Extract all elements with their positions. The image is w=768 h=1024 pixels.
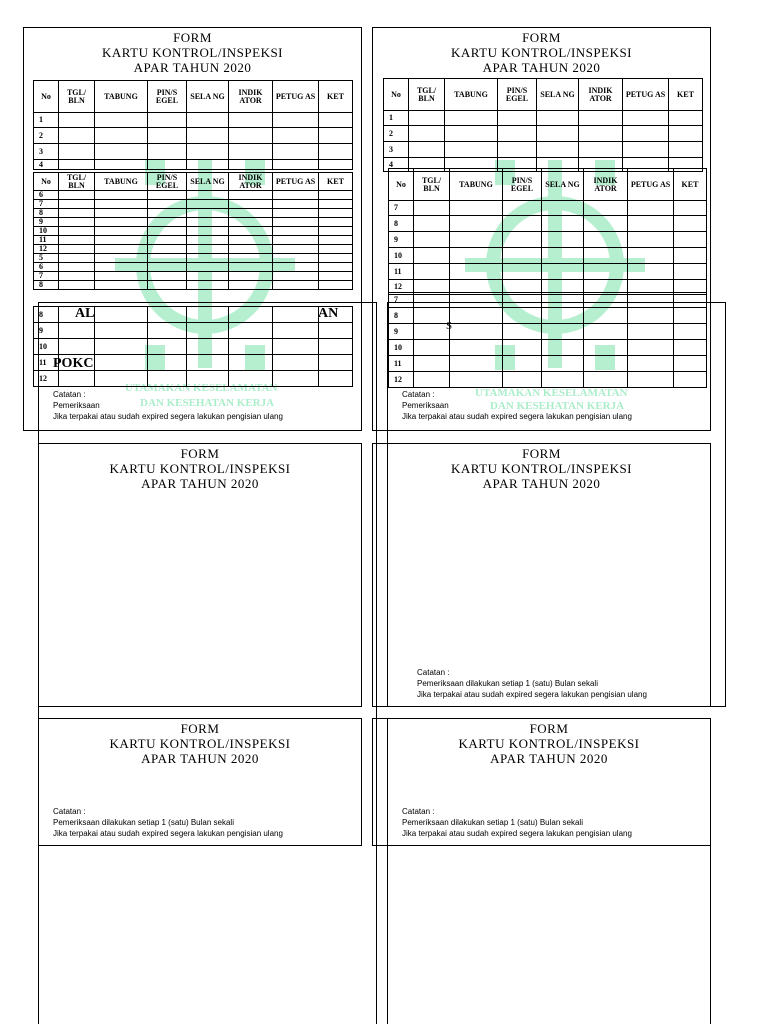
row-number: 2 — [34, 128, 59, 144]
col-pin: PIN/S EGEL — [498, 79, 537, 111]
notes-block-6 — [402, 806, 632, 839]
col-hose: SELA NG — [187, 173, 229, 191]
notes-title: Catatan : — [417, 668, 450, 677]
col-no: No — [384, 79, 409, 111]
col-tube: TABUNG — [445, 79, 498, 111]
row-number: 9 — [389, 324, 414, 340]
inspection-table-2b — [388, 168, 707, 295]
row-number: 11 — [34, 236, 59, 245]
col-officer: PETUG AS — [628, 169, 674, 201]
form-subtitle: KARTU KONTROL/INSPEKSI — [450, 45, 633, 60]
form-year: APAR TAHUN 2020 — [141, 476, 259, 491]
overlay-text-pokc: POKC — [53, 356, 94, 371]
col-notes: KET — [674, 169, 707, 201]
col-officer: PETUG AS — [623, 79, 669, 111]
row-number: 10 — [389, 248, 414, 264]
form-subtitle: KARTU KONTROL/INSPEKSI — [109, 461, 291, 476]
notes-block-4 — [417, 667, 647, 700]
row-number: 6 — [34, 191, 59, 200]
col-date: TGL/ BLN — [414, 169, 450, 201]
row-number: 6 — [34, 263, 59, 272]
notes-line-1: Pemeriksaan — [53, 401, 100, 410]
notes-block-2 — [402, 389, 632, 422]
form-title: FORM — [522, 30, 561, 45]
col-indicator: INDIK ATOR — [229, 81, 273, 113]
form-subtitle: KARTU KONTROL/INSPEKSI — [101, 45, 284, 60]
row-number: 2 — [384, 126, 409, 142]
col-date: TGL/ BLN — [59, 81, 95, 113]
col-no: No — [34, 81, 59, 113]
notes-line-1: Pemeriksaan — [402, 401, 449, 410]
overlay-text-an: AN — [318, 306, 339, 321]
col-indicator: INDIK ATOR — [584, 169, 628, 201]
form-year: APAR TAHUN 2020 — [141, 751, 259, 766]
col-officer: PETUG AS — [273, 173, 319, 191]
col-tube: TABUNG — [95, 81, 148, 113]
notes-title: Catatan : — [402, 390, 435, 399]
col-notes: KET — [319, 81, 353, 113]
form-year: APAR TAHUN 2020 — [482, 60, 601, 75]
inspection-table-1a — [33, 80, 353, 170]
watermark-slogan-2-left: DAN KESEHATAN KERJA — [140, 397, 275, 409]
form-title: FORM — [173, 30, 212, 45]
col-pin: PIN/S EGEL — [503, 169, 542, 201]
col-hose: SELA NG — [542, 169, 584, 201]
watermark-slogan-1-left: UTAMAKAN KESELAMATAN — [125, 382, 278, 394]
form-year: APAR TAHUN 2020 — [482, 476, 601, 491]
overlay-text-al: AL — [75, 306, 95, 321]
form-subtitle: KARTU KONTROL/INSPEKSI — [109, 736, 291, 751]
col-indicator: INDIK ATOR — [579, 79, 623, 111]
col-officer: PETUG AS — [273, 81, 319, 113]
col-hose: SELA NG — [537, 79, 579, 111]
form-title: FORM — [522, 446, 561, 461]
form-title: FORM — [529, 721, 569, 736]
notes-line-1: Pemeriksaan dilakukan setiap 1 (satu) Bulan sekali — [53, 818, 234, 827]
row-number: 9 — [34, 218, 59, 227]
col-indicator: INDIK ATOR — [229, 173, 273, 191]
notes-line-2: Jika terpakai atau sudah expired segera lakukan pengisian ulang — [53, 412, 283, 421]
row-number: 12 — [34, 245, 59, 254]
row-number: 11 — [389, 264, 414, 280]
notes-title: Catatan : — [53, 807, 86, 816]
notes-line-2: Jika terpakai atau sudah expired segera lakukan pengisian ulang — [417, 690, 647, 699]
watermark-slogan-2-right: DAN KESEHATAN KERJA — [490, 400, 625, 412]
row-number: 1 — [34, 113, 59, 128]
row-number: 7 — [389, 293, 414, 308]
row-number: 7 — [34, 272, 59, 281]
form-card-6-frame — [387, 718, 711, 1024]
inspection-table-1b — [33, 172, 353, 290]
col-pin: PIN/S EGEL — [148, 173, 187, 191]
row-number: 8 — [389, 216, 414, 232]
row-number: 10 — [34, 339, 59, 355]
overlay-text-s: S — [446, 320, 453, 332]
row-number: 3 — [384, 142, 409, 158]
col-notes: KET — [319, 173, 353, 191]
form-subtitle: KARTU KONTROL/INSPEKSI — [458, 736, 640, 751]
notes-line-2: Jika terpakai atau sudah expired segera lakukan pengisian ulang — [402, 412, 632, 421]
row-number: 5 — [34, 254, 59, 263]
watermark-slogan-1-right: UTAMAKAN KESELAMATAN — [475, 387, 628, 399]
row-number: 10 — [389, 340, 414, 356]
form-year: APAR TAHUN 2020 — [490, 751, 608, 766]
notes-block-5 — [53, 806, 283, 839]
notes-line-1: Pemeriksaan dilakukan setiap 1 (satu) Bulan sekali — [417, 679, 598, 688]
row-number: 12 — [389, 280, 414, 295]
col-no: No — [34, 173, 59, 191]
row-number: 7 — [34, 200, 59, 209]
col-notes: KET — [669, 79, 703, 111]
col-no: No — [389, 169, 414, 201]
form-year: APAR TAHUN 2020 — [133, 60, 252, 75]
row-number: 1 — [384, 111, 409, 126]
form-title: FORM — [180, 446, 220, 461]
notes-title: Catatan : — [402, 807, 435, 816]
form-card-3 — [38, 443, 362, 707]
col-hose: SELA NG — [187, 81, 229, 113]
row-number: 11 — [34, 355, 59, 371]
notes-title: Catatan : — [53, 390, 86, 399]
inspection-table-2a — [383, 78, 703, 172]
col-date: TGL/ BLN — [409, 79, 445, 111]
row-number: 7 — [389, 201, 414, 216]
form-title: FORM — [180, 721, 220, 736]
row-number: 4 — [384, 158, 409, 172]
notes-line-2: Jika terpakai atau sudah expired segera lakukan pengisian ulang — [402, 829, 632, 838]
row-number: 8 — [389, 308, 414, 324]
col-tube: TABUNG — [95, 173, 148, 191]
row-number: 9 — [34, 323, 59, 339]
col-date: TGL/ BLN — [59, 173, 95, 191]
notes-line-1: Pemeriksaan dilakukan setiap 1 (satu) Bulan sekali — [402, 818, 583, 827]
row-number: 4 — [34, 160, 59, 170]
row-number: 12 — [34, 371, 59, 387]
row-number: 3 — [34, 144, 59, 160]
row-number: 8 — [34, 281, 59, 290]
col-pin: PIN/S EGEL — [148, 81, 187, 113]
row-number: 12 — [389, 372, 414, 388]
row-number: 9 — [389, 232, 414, 248]
form-subtitle: KARTU KONTROL/INSPEKSI — [450, 461, 633, 476]
notes-line-2: Jika terpakai atau sudah expired segera lakukan pengisian ulang — [53, 829, 283, 838]
row-number: 11 — [389, 356, 414, 372]
notes-block-1 — [53, 389, 283, 422]
row-number: 10 — [34, 227, 59, 236]
row-number: 8 — [34, 209, 59, 218]
row-number: 8 — [34, 307, 59, 323]
col-tube: TABUNG — [450, 169, 503, 201]
